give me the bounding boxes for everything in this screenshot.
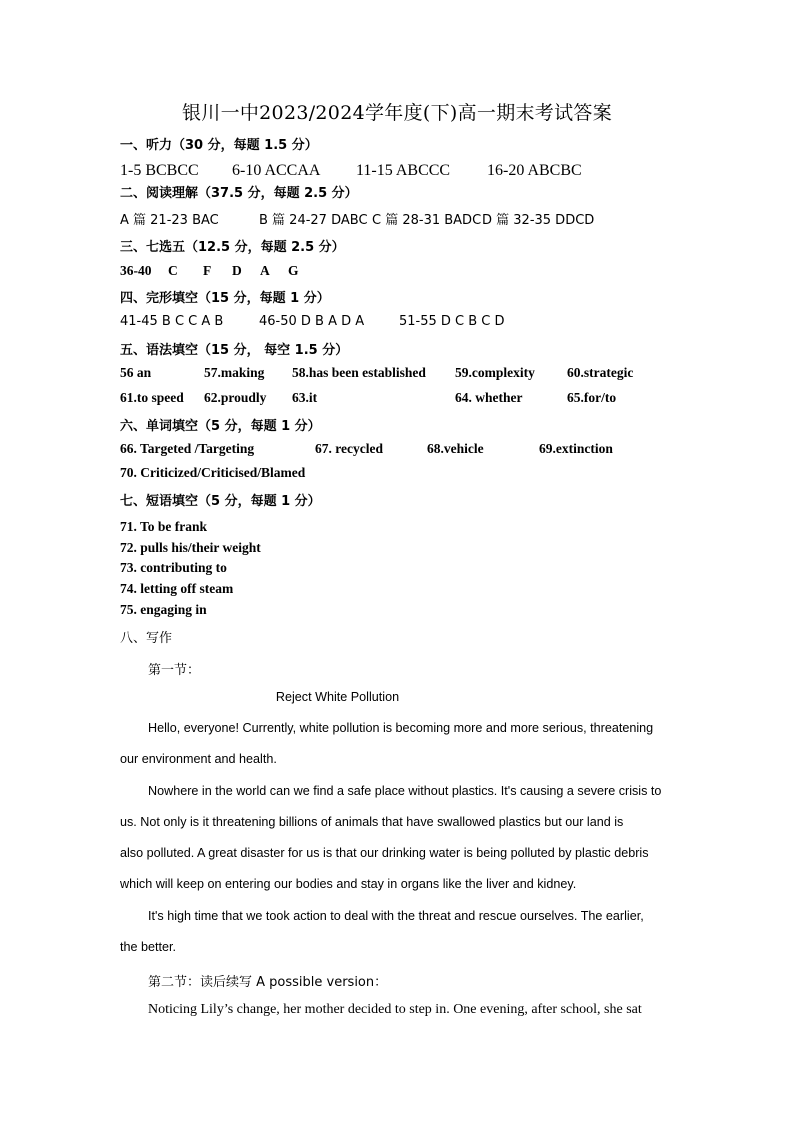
seven-choose-five-answer: F xyxy=(203,263,212,278)
grammar-answer: 63.it xyxy=(292,390,318,405)
reading-answer-b: B 篇 24-27 DABC xyxy=(259,213,368,228)
phrase-item: 71. To be frank xyxy=(120,519,208,534)
grammar-answer: 60.strategic xyxy=(567,365,634,380)
continuation-line: Noticing Lily’s change, her mother decided to step in. One evening, after school, she sat xyxy=(148,1002,642,1017)
section-word-fill-heading: 六、单词填空（5 分，每题 1 分） xyxy=(120,419,321,434)
grammar-answer: 58.has been established xyxy=(292,365,426,380)
section-grammar-heading: 五、语法填空（15 分， 每空 1.5 分） xyxy=(120,343,349,358)
essay-line: also polluted. A great disaster for us is that our drinking water is being polluted by plastic debris xyxy=(120,846,649,860)
essay-line: the better. xyxy=(120,940,177,954)
cloze-answer-2: 46-50 D B A D A xyxy=(259,314,365,329)
listening-answer-2: 6-10 ACCAA xyxy=(232,162,321,179)
seven-choose-five-answer: D xyxy=(232,263,242,278)
section-seven-choose-five-heading: 三、七选五（12.5 分，每题 2.5 分） xyxy=(120,240,345,255)
phrase-item: 73. contributing to xyxy=(120,560,227,575)
essay-line: It's high time that we took action to deal with the threat and rescue ourselves. The earlier, xyxy=(148,909,644,923)
reading-answer-a: A 篇 21-23 BAC xyxy=(120,213,219,228)
cloze-answer-3: 51-55 D C B C D xyxy=(399,314,505,329)
page-title: 银川一中2023/2024学年度(下)高一期末考试答案 xyxy=(181,102,613,124)
section-writing-heading: 八、写作 xyxy=(120,631,173,646)
essay-line: us. Not only is it threatening billions of animals that have swallowed plastics but our land is xyxy=(120,815,624,829)
word-fill-answer: 70. Criticized/Criticised/Blamed xyxy=(120,465,306,480)
essay-line: which will keep on entering our bodies and stay in organs like the liver and kidney. xyxy=(120,877,577,891)
word-fill-answer: 68.vehicle xyxy=(427,441,484,456)
word-fill-answer: 67. recycled xyxy=(315,441,383,456)
essay-line: our environment and health. xyxy=(120,752,277,766)
essay-line: Hello, everyone! Currently, white pollution is becoming more and more serious, threatening xyxy=(148,721,654,735)
reading-answer-d: D 篇 32-35 DDCD xyxy=(482,213,595,228)
essay-line: Nowhere in the world can we find a safe place without plastics. It's causing a severe crisis to xyxy=(148,784,662,798)
word-fill-answer: 69.extinction xyxy=(539,441,613,456)
listening-answer-4: 16-20 ABCBC xyxy=(487,162,582,179)
section-reading-heading: 二、阅读理解（37.5 分，每题 2.5 分） xyxy=(120,186,358,201)
grammar-answer: 64. whether xyxy=(455,390,523,405)
section-phrase-fill-heading: 七、短语填空（5 分，每题 1 分） xyxy=(120,494,321,509)
listening-answer-1: 1-5 BCBCC xyxy=(120,162,199,179)
seven-choose-five-answer: G xyxy=(288,263,299,278)
seven-choose-five-answer: A xyxy=(260,263,270,278)
word-fill-answer: 66. Targeted /Targeting xyxy=(120,441,255,456)
writing-part-1-label: 第一节： xyxy=(148,663,201,678)
section-listening-heading: 一、听力（30 分，每题 1.5 分） xyxy=(120,138,318,153)
grammar-answer: 62.proudly xyxy=(204,390,267,405)
section-cloze-heading: 四、完形填空（15 分，每题 1 分） xyxy=(120,291,330,306)
phrase-item: 75. engaging in xyxy=(120,602,207,617)
phrase-item: 72. pulls his/their weight xyxy=(120,540,261,555)
reading-answer-c: C 篇 28-31 BADC xyxy=(372,213,482,228)
grammar-answer: 57.making xyxy=(204,365,265,380)
cloze-answer-1: 41-45 B C C A B xyxy=(120,314,224,329)
essay-title: Reject White Pollution xyxy=(275,690,400,704)
writing-part-2-label: 第二节：读后续写 A possible version： xyxy=(148,975,388,990)
grammar-answer: 56 an xyxy=(120,365,152,380)
seven-choose-five-range: 36-40 xyxy=(120,263,152,278)
listening-answer-3: 11-15 ABCCC xyxy=(356,162,451,179)
phrase-item: 74. letting off steam xyxy=(120,581,234,596)
grammar-answer: 59.complexity xyxy=(455,365,535,380)
grammar-answer: 61.to speed xyxy=(120,390,184,405)
seven-choose-five-answer: C xyxy=(168,263,178,278)
grammar-answer: 65.for/to xyxy=(567,390,617,405)
